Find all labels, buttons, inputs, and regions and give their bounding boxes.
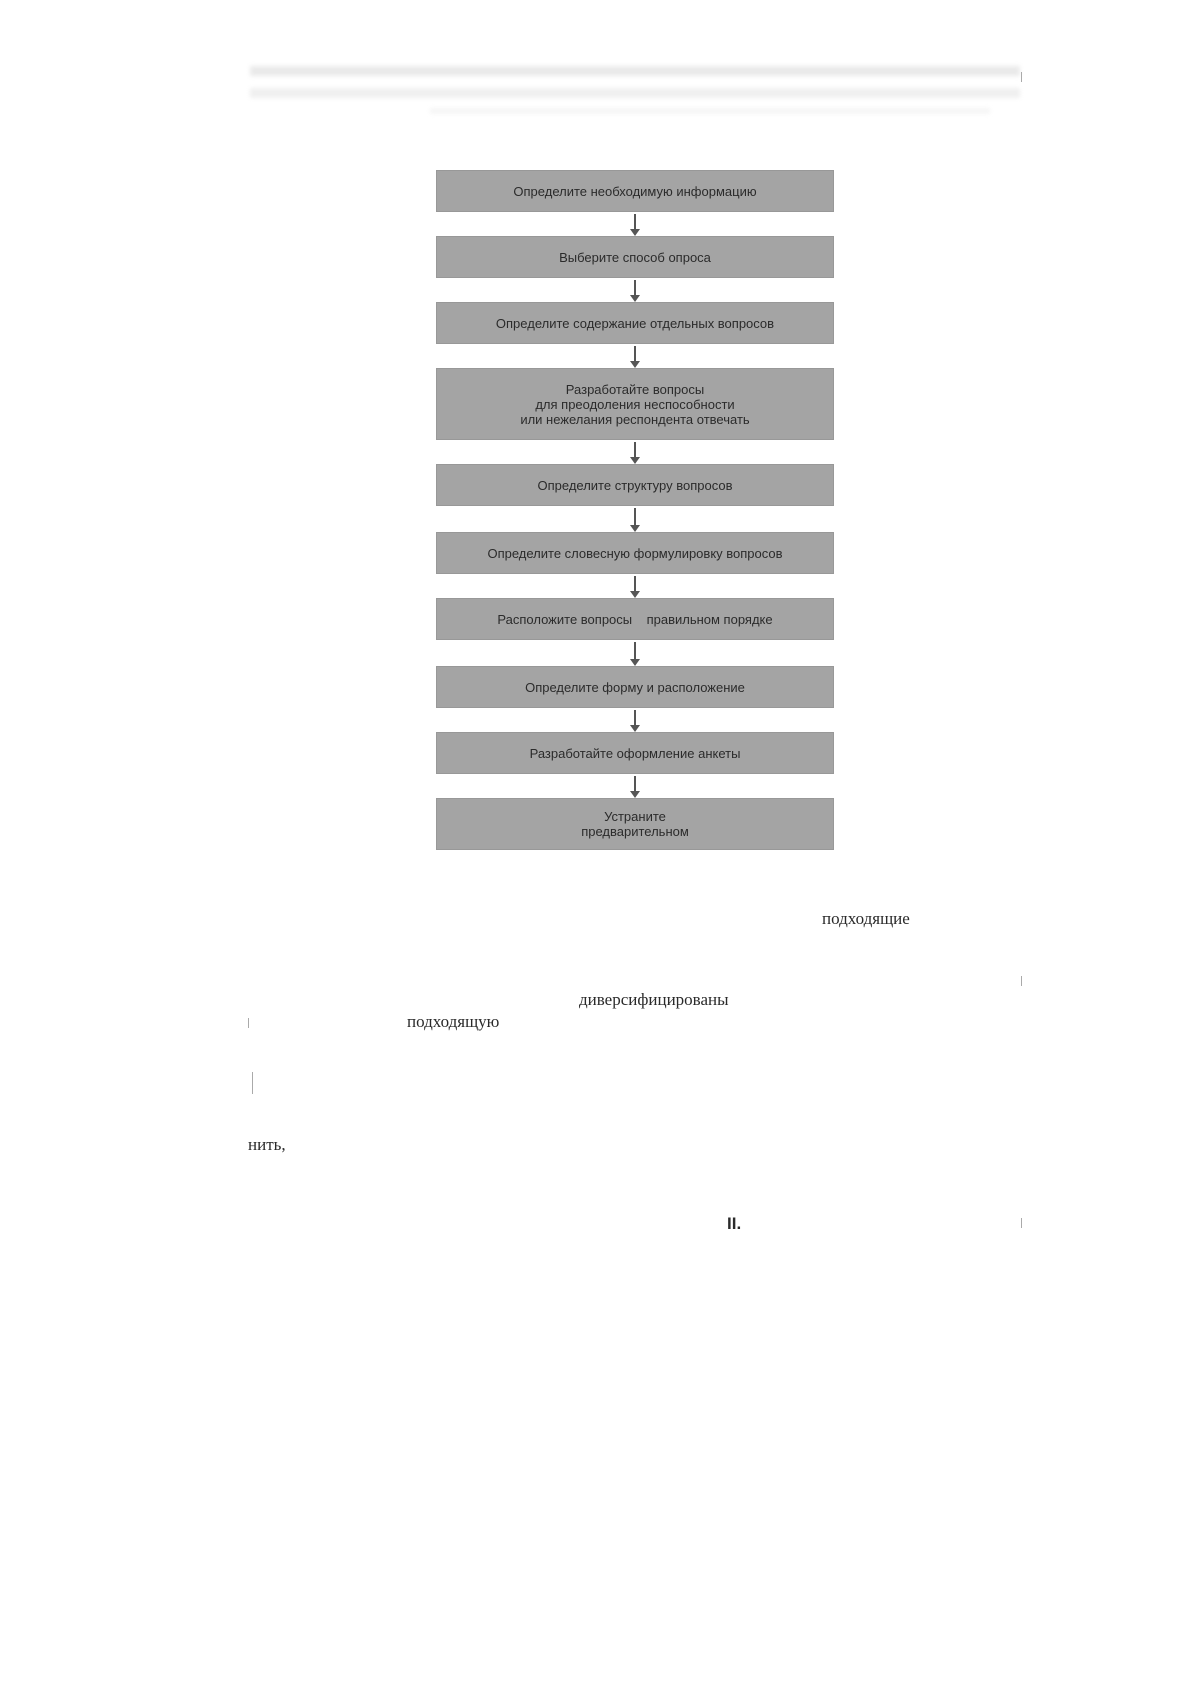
page-number: II. <box>727 1214 742 1233</box>
flow-arrow <box>634 214 636 234</box>
flowchart-step <box>436 666 834 708</box>
text-fragment-podkhodyashchie: подходящие <box>822 909 910 928</box>
step-text: для преодоления неспособности <box>535 396 735 412</box>
scan-smear-top-2 <box>250 88 1020 98</box>
flow-arrow <box>634 442 636 462</box>
flow-arrow <box>634 776 636 796</box>
margin-tick <box>1021 1218 1022 1228</box>
step-text: или нежелания респондента отвечать <box>520 411 750 427</box>
flowchart-step <box>436 598 834 640</box>
step-text: Определите форму и расположение <box>525 679 745 695</box>
flow-arrow <box>634 642 636 664</box>
flow-arrow <box>634 346 636 366</box>
flowchart-step <box>436 170 834 212</box>
step-text: Определите содержание отдельных вопросов <box>495 315 775 331</box>
text-fragment-nit: нить, <box>248 1135 286 1154</box>
flow-arrow <box>634 710 636 730</box>
step-text: предварительном <box>581 824 689 839</box>
step-text: Устраните <box>604 809 666 824</box>
margin-tick <box>252 1072 253 1094</box>
flowchart-step <box>436 368 834 440</box>
flowchart-step <box>436 464 834 506</box>
flowchart-step <box>436 732 834 774</box>
margin-tick <box>1021 976 1022 986</box>
scan-smear-top <box>250 66 1020 76</box>
flowchart-step <box>436 798 834 850</box>
step-text: Выберите способ опроса <box>559 249 711 265</box>
scan-smear-top-3 <box>430 108 990 114</box>
flowchart-step <box>436 302 834 344</box>
step-text: Определите структуру вопросов <box>537 477 733 493</box>
flowchart-step <box>436 236 834 278</box>
step-text: Определите необходимую информацию <box>513 183 757 199</box>
step-text: Расположите вопросы правильном порядке <box>497 611 773 627</box>
step-text: Определите словесную формулировку вопросов <box>487 545 783 561</box>
flow-arrow <box>634 280 636 300</box>
flowchart-step <box>436 532 834 574</box>
margin-tick <box>248 1018 249 1028</box>
text-fragment-podkhodyashchuyu: подходящую <box>407 1012 500 1031</box>
margin-tick <box>1021 72 1022 82</box>
step-text: Разработайте вопросы <box>565 381 705 397</box>
flow-arrow <box>634 508 636 530</box>
text-fragment-diversifitsirovany: диверсифицированы <box>579 990 729 1009</box>
flow-arrow <box>634 576 636 596</box>
step-text: Разработайте оформление анкеты <box>529 745 741 761</box>
